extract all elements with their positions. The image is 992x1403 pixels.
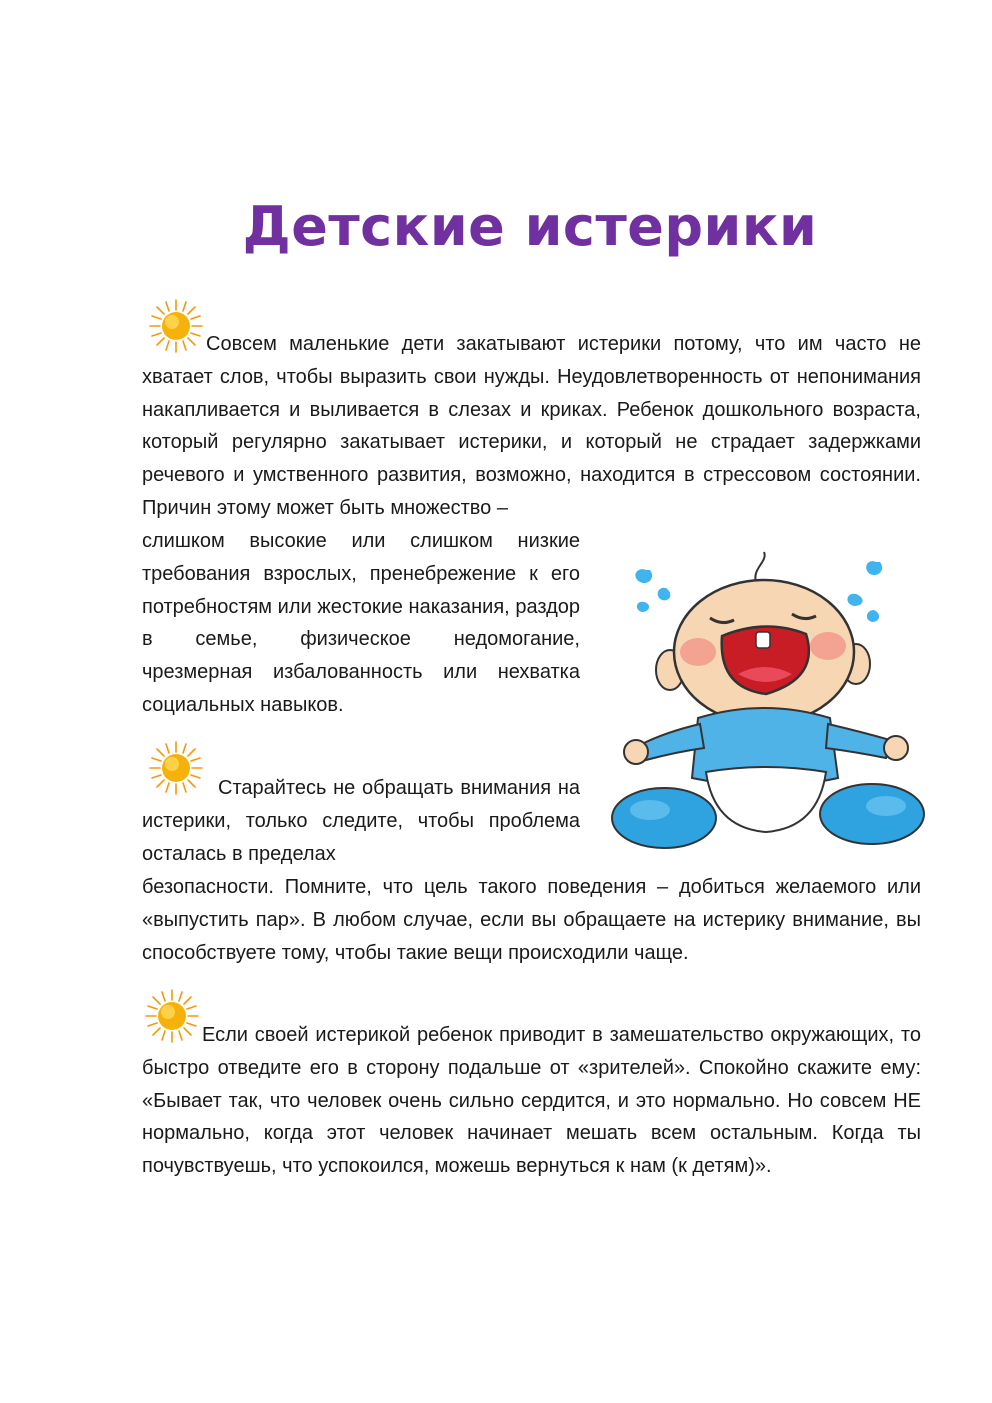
paragraph-2-bottom: безопасности. Помните, что цель такого поведения – добиться желаемого или «выпустить пар». В любом случае, если вы обращаете на истерику внимание, вы способствуете тому, чтобы такие вещи происходили чаще. [142, 876, 921, 964]
paragraph-3: Если своей истерикой ребенок приводит в замешательство окружающих, то быстро отведите его в сторону подальше от «зрителей». Спокойно скажите ему: «Бывает так, что человек очень сильно сердится, и это нормально. Но совсем НЕ нормально, когда этот человек начинает мешать всем остальным. Когда ты почувствуешь, что успокоился, можешь вернуться к нам (к детям)». [142, 1024, 921, 1178]
crying-baby-illustration [606, 548, 926, 858]
paragraph-2-wrap: Старайтесь не обращать внимания на истерики, только следите, чтобы проблема осталась в пределах [142, 777, 580, 865]
page-title: Детские истерики [242, 195, 818, 258]
paragraph-1-top: Совсем маленькие дети закатывают истерики потому, что им часто не хватает слов, чтобы выразить свои нужды. Неудовлетворенность от непонимания накапливается и выливается в слезах и криках. Ребенок дошкольного возраста, который регулярно закатывает истерики, и который не страдает задержками речевого и умственного развития, возможно, находится в стрессовом состоянии. Причин этому может быть множество – [142, 333, 921, 519]
paragraph-1-wrap: слишком высокие или слишком низкие требования взрослых, пренебрежение к его потребностям или жестокие наказания, раздор в семье, физическое недомогание, чрезмерная избалованность или нехватка социальных навыков. [142, 530, 580, 716]
